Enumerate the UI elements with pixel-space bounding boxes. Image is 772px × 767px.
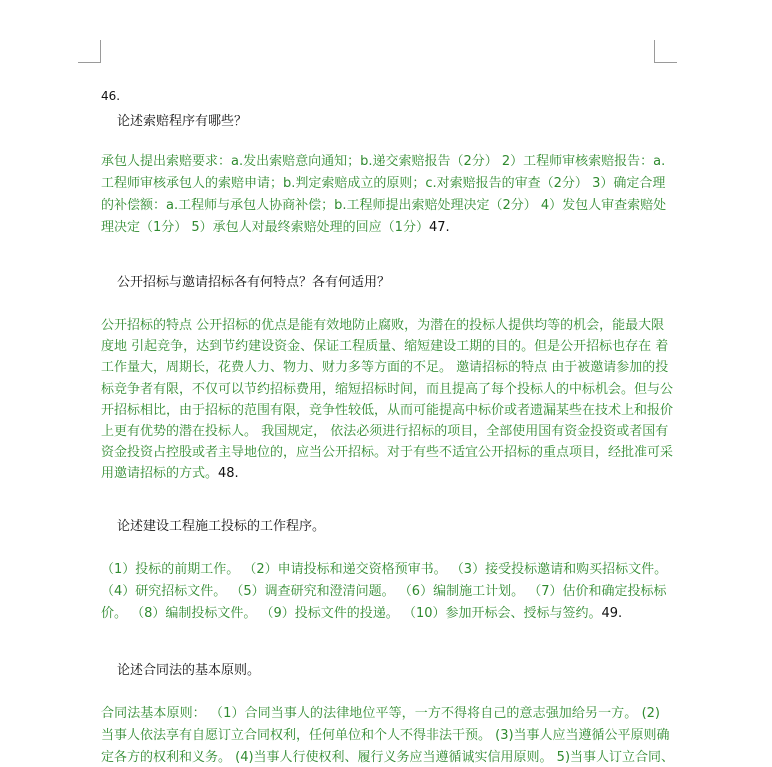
next-question-number: 48. bbox=[218, 466, 239, 482]
answer-line bbox=[101, 561, 668, 579]
answer-line bbox=[101, 465, 660, 483]
answer-text: 用邀请招标的方式。 bbox=[101, 466, 219, 482]
answer-line bbox=[101, 317, 665, 335]
answer-text: 度地 引起竞争，达到节约建设资金、保证工程质量、缩短建设工期的目的。但是公开招标也存在 着 bbox=[101, 339, 669, 355]
answer-line bbox=[101, 219, 660, 237]
answer-text: 承包人提出索赔要求：a.发出索赔意向通知；b.递交索赔报告（2分） 2）工程师审核索赔报告：a. bbox=[101, 154, 666, 169]
answer-line bbox=[101, 153, 666, 171]
corner-mark-top-right bbox=[654, 62, 677, 63]
answer-line bbox=[101, 175, 666, 193]
answer-line bbox=[101, 583, 667, 601]
answer-text: 价。 （8）编制投标文件。 （9）投标文件的投递。 （10）参加开标会、授标与签约。 bbox=[101, 606, 602, 621]
answer-line bbox=[101, 338, 669, 356]
question-heading: 论述合同法的基本原则。 bbox=[117, 663, 261, 678]
corner-mark-top-right bbox=[654, 40, 655, 63]
answer-line bbox=[101, 749, 675, 767]
answer-text: （1）投标的前期工作。 （2）申请投标和递交资格预审书。 （3）接受投标邀请和购买招标文件。 bbox=[101, 562, 668, 577]
next-question-number: 47. bbox=[428, 220, 450, 235]
answer-line bbox=[101, 197, 667, 215]
next-question-number: 49. bbox=[601, 606, 623, 621]
answer-text: 标竞争者有限，不仅可以节约招标费用，缩短招标时间，而且提高了每个投标人的中标机会。但与公 bbox=[101, 381, 674, 397]
answer-text: 上更有优势的潜在投标人。 我国规定， 依法必须进行招标的项目，全部使用国有资金投资或者国有 bbox=[101, 424, 669, 439]
answer-line bbox=[101, 727, 670, 745]
answer-text: 工程师审核承包人的索赔申请；b.判定索赔成立的原则；c.对索赔报告的审查（2分） 3）确定合理 bbox=[101, 176, 666, 191]
answer-text: （4）研究招标文件。 （5）调查研究和澄清问题。 （6）编制施工计划。 （7）估价和确定投标标 bbox=[101, 584, 667, 599]
answer-line bbox=[101, 402, 674, 420]
answer-text: 当事人依法享有自愿订立合同权利，任何单位和个人不得非法干预。 (3)当事人应当遵循公平原则确 bbox=[101, 728, 670, 743]
answer-text: 资金投资占控股或者主导地位的，应当公开招标。对于有些不适宜公开招标的重点项目，经批准可采 bbox=[101, 445, 674, 461]
answer-text: 公开招标的特点 公开招标的优点是能有效地防止腐败，为潜在的投标人提供均等的机会，能最大限 bbox=[101, 318, 665, 333]
question-heading: 论述索赔程序有哪些？ bbox=[117, 114, 248, 129]
question-heading: 公开招标与邀请招标各有何特点？各有何适用？ bbox=[117, 275, 391, 290]
corner-mark-top-left bbox=[78, 62, 101, 63]
question-number: 46. bbox=[101, 89, 121, 103]
answer-text: 合同法基本原则： （1）合同当事人的法律地位平等，一方不得将自己的意志强加给另一方。 (2) bbox=[101, 706, 660, 721]
answer-line bbox=[101, 705, 660, 723]
corner-mark-top-left bbox=[100, 40, 101, 63]
answer-text: 的补偿额：a.工程师与承包人协商补偿；b.工程师提出索赔处理决定（2分） 4）发包人审查索赔处 bbox=[101, 198, 667, 213]
question-heading: 论述建设工程施工投标的工作程序。 bbox=[117, 519, 326, 534]
answer-text: 定各方的权利和义务。 (4)当事人行使权利、履行义务应当遵循诚实信用原则。 5)当事人订立合同、 bbox=[101, 750, 675, 765]
answer-line bbox=[101, 359, 669, 377]
answer-line bbox=[101, 444, 674, 462]
answer-text: 工作量大，周期长，花费人力、物力、财力多等方面的不足。 邀请招标的特点 由于被邀请参加的投 bbox=[101, 360, 669, 376]
answer-line bbox=[101, 381, 674, 399]
answer-text: 开招标相比，由于招标的范围有限，竞争性较低，从而可能提高中标价或者遗漏某些在技术上和报价 bbox=[101, 402, 674, 418]
answer-text: 理决定（1分） 5）承包人对最终索赔处理的回应（1分） bbox=[101, 220, 429, 235]
answer-line bbox=[101, 605, 660, 623]
answer-line bbox=[101, 423, 669, 441]
